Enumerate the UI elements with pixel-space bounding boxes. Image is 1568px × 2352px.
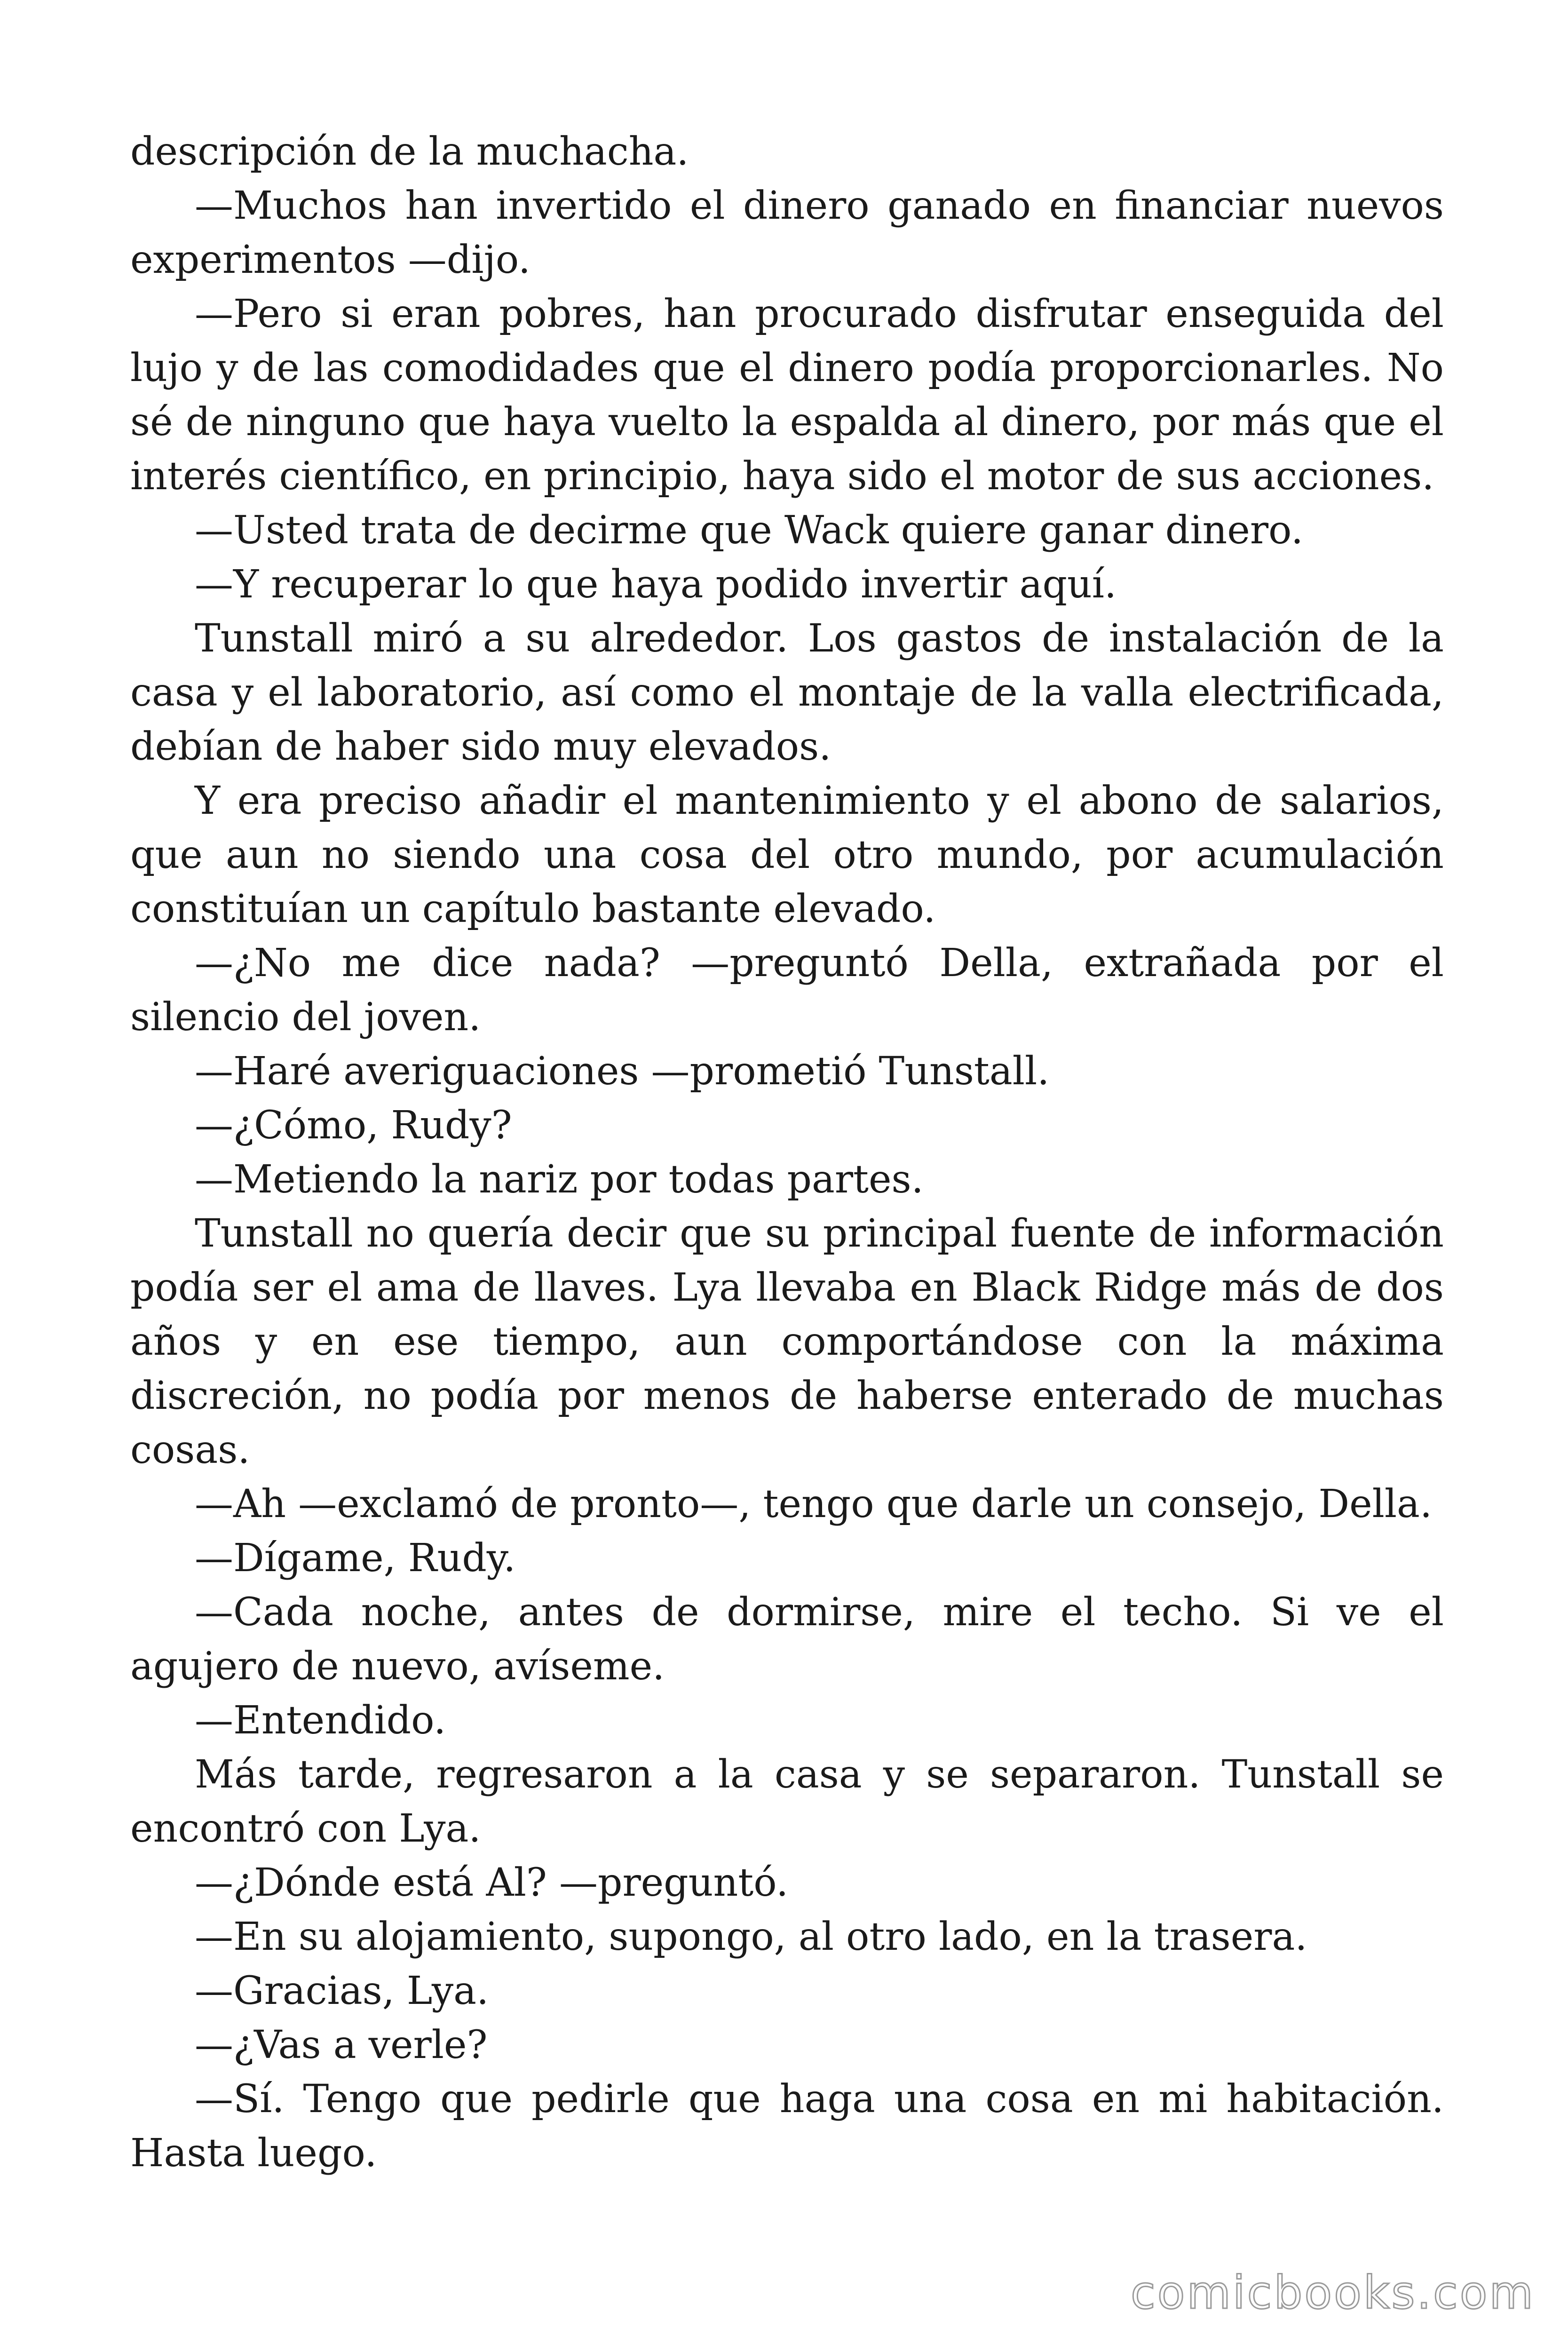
paragraph: Tunstall miró a su alrededor. Los gastos de instalación de la casa y el laboratorio, así como el montaje de la valla electrificada, debían de haber sido muy elevados. (130, 616, 1444, 769)
paragraph: —En su alojamiento, supongo, al otro lado, en la trasera. (195, 1915, 1307, 1959)
paragraph: —¿No me dice nada? —preguntó Della, extrañada por el silencio del joven. (130, 941, 1444, 1040)
paragraph: Más tarde, regresaron a la casa y se separaron. Tunstall se encontró con Lya. (130, 1752, 1444, 1851)
paragraph: —Gracias, Lya. (195, 1969, 489, 2013)
paragraph: —Cada noche, antes de dormirse, mire el techo. Si ve el agujero de nuevo, avíseme. (130, 1590, 1444, 1689)
paragraph: —¿Dónde está Al? —preguntó. (195, 1860, 789, 1905)
paragraph: —Y recuperar lo que haya podido invertir aquí. (195, 562, 1117, 607)
paragraph: —Metiendo la nariz por todas partes. (195, 1157, 924, 1202)
paragraph: —Sí. Tengo que pedirle que haga una cosa en mi habitación. Hasta luego. (130, 2077, 1444, 2176)
paragraph: —Entendido. (195, 1698, 446, 1743)
paragraph: —Muchos han invertido el dinero ganado en financiar nuevos experimentos —dijo. (130, 183, 1444, 282)
paragraph: Y era preciso añadir el mantenimiento y el abono de salarios, que aun no siendo una cosa del otro mundo, por acumulación constituían un capítulo bastante elevado. (130, 779, 1444, 931)
paragraph: —¿Vas a verle? (195, 2023, 488, 2067)
paragraph: —Dígame, Rudy. (195, 1536, 516, 1581)
paragraph: —Pero si eran pobres, han procurado disfrutar enseguida del lujo y de las comodidades que el dinero podía proporcionarles. No sé de ninguno que haya vuelto la espalda al dinero, por más que el interés científico, en principio, haya sido el motor de sus acciones. (130, 292, 1444, 499)
paragraph: —Usted trata de decirme que Wack quiere ganar dinero. (195, 508, 1304, 553)
paragraph: —Ah —exclamó de pronto—, tengo que darle un consejo, Della. (195, 1482, 1433, 1526)
paragraph: —¿Cómo, Rudy? (195, 1103, 512, 1148)
paragraph: —Haré averiguaciones —prometió Tunstall. (195, 1049, 1050, 1094)
paragraph: Tunstall no quería decir que su principal fuente de información podía ser el ama de llaves. Lya llevaba en Black Ridge más de dos años y en ese tiempo, aun comportándose con la máxima discreción, no podía por menos de haberse enterado de muchas cosas. (130, 1211, 1444, 1472)
paragraph: descripción de la muchacha. (130, 129, 689, 174)
body-text (130, 125, 1444, 2180)
watermark: comicbooks.com (1130, 2266, 1535, 2319)
